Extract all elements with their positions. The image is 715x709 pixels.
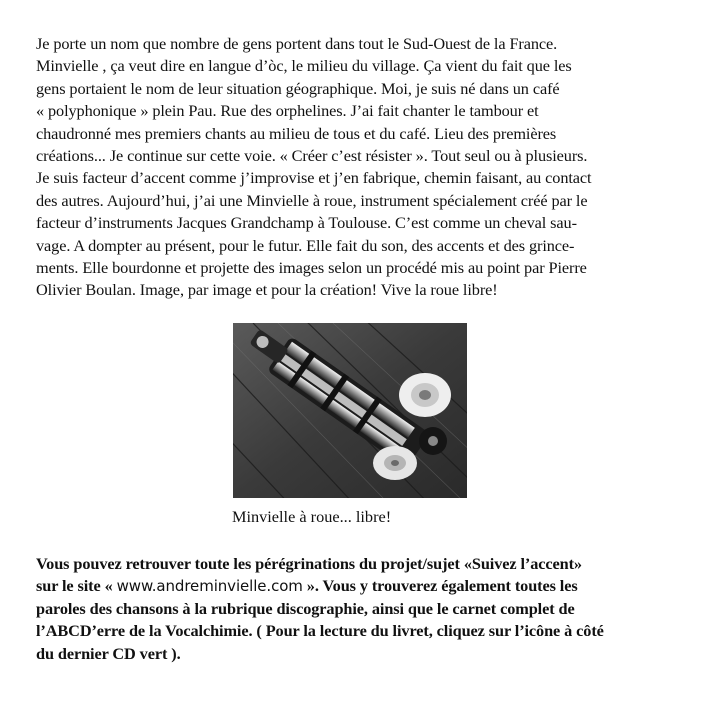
intro-line: « polyphonique » plein Pau. Rue des orphelines. J’ai fait chanter le tambour et (36, 101, 539, 121)
outro-text: sur le site « (36, 576, 117, 596)
outro-text: ». Vous y trouverez également toutes les (302, 576, 578, 596)
intro-line: Je porte un nom que nombre de gens portent dans tout le Sud-Ouest de la France. (36, 34, 558, 53)
website-link[interactable]: www.andreminvielle.com (116, 577, 303, 596)
intro-line: des autres. Aujourd’hui, j’ai une Minvielle à roue, instrument spécialement créé par le (36, 190, 588, 210)
intro-line: chaudronné mes premiers chants au milieu de tous et du café. Lieu des premières (36, 123, 557, 143)
outro-line: paroles des chansons à la rubrique discographie, ainsi que le carnet complet de (36, 598, 575, 618)
intro-line: vage. A dompter au présent, pour le futur. Elle fait du son, des accents et des grince- (36, 235, 575, 255)
intro-line: gens portaient le nom de leur situation géographique. Moi, je suis né dans un café (36, 78, 560, 98)
intro-paragraph (36, 33, 686, 302)
photo-caption: Minvielle à roue... libre! (232, 507, 392, 526)
intro-line: Minvielle , ça veut dire en langue d’òc, le milieu du village. Ça vient du fait que les (36, 56, 572, 76)
intro-line: Olivier Boulan. Image, par image et pour la création! Vive la roue libre! (36, 280, 498, 300)
outro-line: l’ABCD’erre de la Vocalchimie. ( Pour la lecture du livret, cliquez sur l’icône à côté (36, 621, 604, 641)
intro-line: facteur d’instruments Jacques Grandchamp à Toulouse. C’est comme un cheval sau- (36, 213, 577, 233)
outro-line: Vous pouvez retrouver toute les pérégrinations du projet/sujet «Suivez l’accent» (36, 554, 582, 573)
intro-line: créations... Je continue sur cette voie. « Créer c’est résister ». Tout seul ou à plusieurs. (36, 146, 588, 166)
instrument-photo (233, 323, 467, 498)
outro-line (36, 575, 686, 597)
outro-line: du dernier CD vert ). (36, 643, 181, 663)
intro-line: Je suis facteur d’accent comme j’improvise et j’en fabrique, chemin faisant, au contact (36, 168, 592, 188)
intro-line: ments. Elle bourdonne et projette des images selon un procédé mis au point par Pierre (36, 258, 587, 278)
outro-paragraph (36, 553, 686, 665)
